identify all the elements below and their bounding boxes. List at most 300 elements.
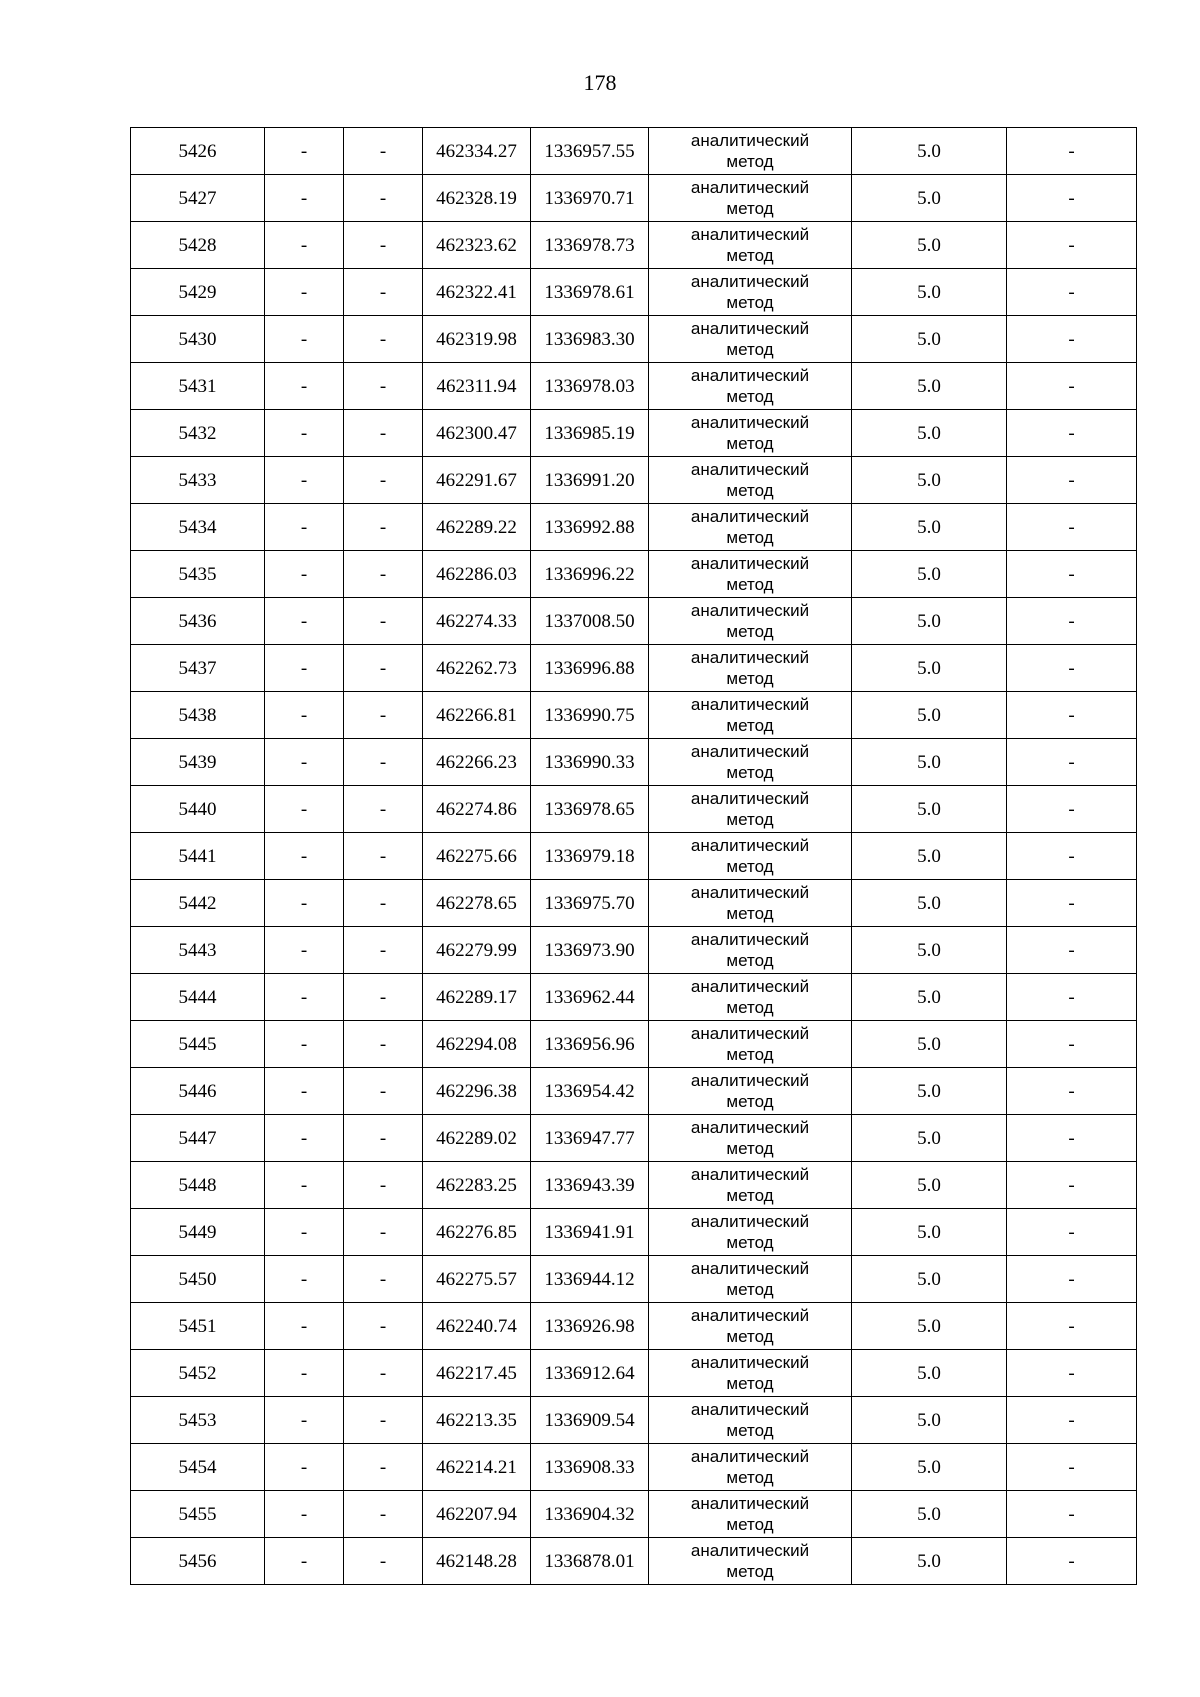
method-line-2: метод	[726, 293, 774, 312]
x-coordinate-cell: 462240.74	[423, 1303, 531, 1350]
x-coordinate-cell: 462323.62	[423, 222, 531, 269]
y-coordinate-cell: 1336973.90	[531, 927, 649, 974]
note-cell: -	[1007, 1303, 1137, 1350]
table-row	[131, 739, 1137, 786]
dash-cell: -	[344, 175, 423, 222]
x-coordinate-cell: 462296.38	[423, 1068, 531, 1115]
dash-cell: -	[265, 410, 344, 457]
method-cell	[649, 1538, 852, 1585]
dash-cell: -	[344, 1209, 423, 1256]
note-cell: -	[1007, 457, 1137, 504]
accuracy-cell: 5.0	[852, 786, 1007, 833]
method-cell	[649, 1350, 852, 1397]
point-number-cell: 5443	[131, 927, 265, 974]
method-cell	[649, 410, 852, 457]
method-line-1: аналитический	[690, 1071, 810, 1090]
dash-cell: -	[265, 739, 344, 786]
method-line-1: аналитический	[690, 601, 810, 620]
y-coordinate-cell: 1336978.61	[531, 269, 649, 316]
table-row	[131, 786, 1137, 833]
dash-cell: -	[265, 504, 344, 551]
method-line-2: метод	[726, 1280, 774, 1299]
accuracy-cell: 5.0	[852, 1115, 1007, 1162]
table-row	[131, 1350, 1137, 1397]
method-line-1: аналитический	[690, 1118, 810, 1137]
point-number-cell: 5455	[131, 1491, 265, 1538]
method-line-1: аналитический	[690, 1400, 810, 1419]
method-line-1: аналитический	[690, 1306, 810, 1325]
dash-cell: -	[344, 927, 423, 974]
point-number-cell: 5430	[131, 316, 265, 363]
method-cell	[649, 645, 852, 692]
method-cell	[649, 363, 852, 410]
dash-cell: -	[344, 1538, 423, 1585]
accuracy-cell: 5.0	[852, 974, 1007, 1021]
accuracy-cell: 5.0	[852, 175, 1007, 222]
point-number-cell: 5440	[131, 786, 265, 833]
table-row	[131, 1303, 1137, 1350]
note-cell: -	[1007, 1350, 1137, 1397]
method-line-2: метод	[726, 669, 774, 688]
method-line-2: метод	[726, 1092, 774, 1111]
dash-cell: -	[344, 457, 423, 504]
dash-cell: -	[265, 222, 344, 269]
dash-cell: -	[265, 927, 344, 974]
accuracy-cell: 5.0	[852, 1162, 1007, 1209]
point-number-cell: 5450	[131, 1256, 265, 1303]
method-line-2: метод	[726, 199, 774, 218]
x-coordinate-cell: 462289.02	[423, 1115, 531, 1162]
note-cell: -	[1007, 128, 1137, 175]
x-coordinate-cell: 462289.17	[423, 974, 531, 1021]
method-line-1: аналитический	[690, 319, 810, 338]
point-number-cell: 5448	[131, 1162, 265, 1209]
dash-cell: -	[265, 598, 344, 645]
y-coordinate-cell: 1337008.50	[531, 598, 649, 645]
y-coordinate-cell: 1336912.64	[531, 1350, 649, 1397]
method-line-1: аналитический	[690, 977, 810, 996]
method-line-2: метод	[726, 904, 774, 923]
accuracy-cell: 5.0	[852, 1021, 1007, 1068]
method-cell	[649, 128, 852, 175]
note-cell: -	[1007, 880, 1137, 927]
method-line-1: аналитический	[690, 742, 810, 761]
dash-cell: -	[344, 833, 423, 880]
x-coordinate-cell: 462275.57	[423, 1256, 531, 1303]
method-line-1: аналитический	[690, 178, 810, 197]
method-cell	[649, 1021, 852, 1068]
dash-cell: -	[265, 1444, 344, 1491]
method-line-1: аналитический	[690, 1447, 810, 1466]
method-line-1: аналитический	[690, 1024, 810, 1043]
method-cell	[649, 1209, 852, 1256]
method-line-1: аналитический	[690, 883, 810, 902]
page-number: 178	[583, 70, 617, 95]
method-line-2: метод	[726, 575, 774, 594]
note-cell: -	[1007, 504, 1137, 551]
method-cell	[649, 175, 852, 222]
table-row	[131, 551, 1137, 598]
dash-cell: -	[344, 974, 423, 1021]
x-coordinate-cell: 462274.33	[423, 598, 531, 645]
note-cell: -	[1007, 1115, 1137, 1162]
x-coordinate-cell: 462328.19	[423, 175, 531, 222]
dash-cell: -	[344, 1350, 423, 1397]
method-line-1: аналитический	[690, 930, 810, 949]
note-cell: -	[1007, 739, 1137, 786]
dash-cell: -	[265, 880, 344, 927]
note-cell: -	[1007, 1491, 1137, 1538]
dash-cell: -	[265, 974, 344, 1021]
method-line-1: аналитический	[690, 648, 810, 667]
y-coordinate-cell: 1336990.33	[531, 739, 649, 786]
method-line-1: аналитический	[690, 554, 810, 573]
table-row	[131, 1444, 1137, 1491]
dash-cell: -	[344, 128, 423, 175]
y-coordinate-cell: 1336978.65	[531, 786, 649, 833]
dash-cell: -	[344, 1021, 423, 1068]
dash-cell: -	[344, 880, 423, 927]
method-line-2: метод	[726, 1562, 774, 1581]
method-line-1: аналитический	[690, 1212, 810, 1231]
accuracy-cell: 5.0	[852, 880, 1007, 927]
accuracy-cell: 5.0	[852, 927, 1007, 974]
x-coordinate-cell: 462334.27	[423, 128, 531, 175]
method-line-1: аналитический	[690, 1259, 810, 1278]
y-coordinate-cell: 1336978.73	[531, 222, 649, 269]
accuracy-cell: 5.0	[852, 222, 1007, 269]
accuracy-cell: 5.0	[852, 645, 1007, 692]
method-line-2: метод	[726, 481, 774, 500]
method-cell	[649, 1444, 852, 1491]
note-cell: -	[1007, 1444, 1137, 1491]
note-cell: -	[1007, 1256, 1137, 1303]
method-line-2: метод	[726, 1186, 774, 1205]
accuracy-cell: 5.0	[852, 1068, 1007, 1115]
table-row	[131, 316, 1137, 363]
accuracy-cell: 5.0	[852, 1350, 1007, 1397]
note-cell: -	[1007, 363, 1137, 410]
method-cell	[649, 1115, 852, 1162]
note-cell: -	[1007, 1068, 1137, 1115]
method-cell	[649, 269, 852, 316]
point-number-cell: 5426	[131, 128, 265, 175]
accuracy-cell: 5.0	[852, 316, 1007, 363]
dash-cell: -	[265, 1256, 344, 1303]
note-cell: -	[1007, 927, 1137, 974]
method-cell	[649, 504, 852, 551]
accuracy-cell: 5.0	[852, 128, 1007, 175]
dash-cell: -	[344, 598, 423, 645]
dash-cell: -	[265, 316, 344, 363]
dash-cell: -	[265, 363, 344, 410]
dash-cell: -	[344, 1491, 423, 1538]
accuracy-cell: 5.0	[852, 1538, 1007, 1585]
dash-cell: -	[344, 1444, 423, 1491]
table-row	[131, 1209, 1137, 1256]
point-number-cell: 5434	[131, 504, 265, 551]
accuracy-cell: 5.0	[852, 1209, 1007, 1256]
note-cell: -	[1007, 692, 1137, 739]
point-number-cell: 5444	[131, 974, 265, 1021]
dash-cell: -	[344, 1397, 423, 1444]
method-line-1: аналитический	[690, 131, 810, 150]
method-line-2: метод	[726, 340, 774, 359]
dash-cell: -	[344, 269, 423, 316]
point-number-cell: 5439	[131, 739, 265, 786]
method-line-2: метод	[726, 1421, 774, 1440]
y-coordinate-cell: 1336996.22	[531, 551, 649, 598]
x-coordinate-cell: 462278.65	[423, 880, 531, 927]
accuracy-cell: 5.0	[852, 692, 1007, 739]
table-row	[131, 927, 1137, 974]
dash-cell: -	[344, 739, 423, 786]
dash-cell: -	[344, 1303, 423, 1350]
method-line-1: аналитический	[690, 836, 810, 855]
point-number-cell: 5433	[131, 457, 265, 504]
y-coordinate-cell: 1336957.55	[531, 128, 649, 175]
accuracy-cell: 5.0	[852, 1303, 1007, 1350]
y-coordinate-cell: 1336904.32	[531, 1491, 649, 1538]
x-coordinate-cell: 462213.35	[423, 1397, 531, 1444]
x-coordinate-cell: 462262.73	[423, 645, 531, 692]
y-coordinate-cell: 1336908.33	[531, 1444, 649, 1491]
x-coordinate-cell: 462275.66	[423, 833, 531, 880]
method-cell	[649, 598, 852, 645]
x-coordinate-cell: 462274.86	[423, 786, 531, 833]
dash-cell: -	[344, 363, 423, 410]
note-cell: -	[1007, 1209, 1137, 1256]
table-row	[131, 222, 1137, 269]
method-line-1: аналитический	[690, 460, 810, 479]
dash-cell: -	[344, 1162, 423, 1209]
dash-cell: -	[265, 551, 344, 598]
x-coordinate-cell: 462214.21	[423, 1444, 531, 1491]
method-line-2: метод	[726, 998, 774, 1017]
method-line-2: метод	[726, 763, 774, 782]
note-cell: -	[1007, 316, 1137, 363]
point-number-cell: 5452	[131, 1350, 265, 1397]
point-number-cell: 5456	[131, 1538, 265, 1585]
method-cell	[649, 457, 852, 504]
method-cell	[649, 974, 852, 1021]
method-line-2: метод	[726, 716, 774, 735]
table-row	[131, 692, 1137, 739]
y-coordinate-cell: 1336878.01	[531, 1538, 649, 1585]
dash-cell: -	[344, 1068, 423, 1115]
point-number-cell: 5447	[131, 1115, 265, 1162]
dash-cell: -	[344, 551, 423, 598]
dash-cell: -	[265, 833, 344, 880]
y-coordinate-cell: 1336996.88	[531, 645, 649, 692]
accuracy-cell: 5.0	[852, 1444, 1007, 1491]
method-cell	[649, 1397, 852, 1444]
dash-cell: -	[265, 1115, 344, 1162]
point-number-cell: 5438	[131, 692, 265, 739]
y-coordinate-cell: 1336962.44	[531, 974, 649, 1021]
table-row	[131, 410, 1137, 457]
table-row	[131, 175, 1137, 222]
dash-cell: -	[344, 316, 423, 363]
method-line-1: аналитический	[690, 272, 810, 291]
dash-cell: -	[265, 1397, 344, 1444]
dash-cell: -	[265, 1491, 344, 1538]
point-number-cell: 5437	[131, 645, 265, 692]
dash-cell: -	[344, 786, 423, 833]
note-cell: -	[1007, 833, 1137, 880]
table-row	[131, 1068, 1137, 1115]
note-cell: -	[1007, 1397, 1137, 1444]
method-cell	[649, 927, 852, 974]
dash-cell: -	[265, 1538, 344, 1585]
table-row	[131, 128, 1137, 175]
method-line-1: аналитический	[690, 507, 810, 526]
dash-cell: -	[344, 692, 423, 739]
dash-cell: -	[265, 1021, 344, 1068]
method-line-2: метод	[726, 1468, 774, 1487]
note-cell: -	[1007, 222, 1137, 269]
y-coordinate-cell: 1336992.88	[531, 504, 649, 551]
note-cell: -	[1007, 598, 1137, 645]
table-row	[131, 598, 1137, 645]
y-coordinate-cell: 1336943.39	[531, 1162, 649, 1209]
dash-cell: -	[265, 175, 344, 222]
dash-cell: -	[265, 692, 344, 739]
point-number-cell: 5453	[131, 1397, 265, 1444]
dash-cell: -	[265, 128, 344, 175]
y-coordinate-cell: 1336990.75	[531, 692, 649, 739]
dash-cell: -	[265, 786, 344, 833]
note-cell: -	[1007, 1162, 1137, 1209]
method-line-2: метод	[726, 1233, 774, 1252]
accuracy-cell: 5.0	[852, 833, 1007, 880]
method-line-1: аналитический	[690, 1353, 810, 1372]
y-coordinate-cell: 1336941.91	[531, 1209, 649, 1256]
dash-cell: -	[265, 1350, 344, 1397]
x-coordinate-cell: 462294.08	[423, 1021, 531, 1068]
method-line-2: метод	[726, 810, 774, 829]
y-coordinate-cell: 1336985.19	[531, 410, 649, 457]
dash-cell: -	[265, 1162, 344, 1209]
accuracy-cell: 5.0	[852, 504, 1007, 551]
x-coordinate-cell: 462289.22	[423, 504, 531, 551]
y-coordinate-cell: 1336983.30	[531, 316, 649, 363]
dash-cell: -	[344, 222, 423, 269]
table-row	[131, 1162, 1137, 1209]
table-row	[131, 833, 1137, 880]
y-coordinate-cell: 1336954.42	[531, 1068, 649, 1115]
table-row	[131, 1491, 1137, 1538]
coordinates-table	[130, 127, 1137, 1585]
note-cell: -	[1007, 175, 1137, 222]
x-coordinate-cell: 462217.45	[423, 1350, 531, 1397]
dash-cell: -	[344, 1256, 423, 1303]
point-number-cell: 5431	[131, 363, 265, 410]
method-line-1: аналитический	[690, 413, 810, 432]
method-line-2: метод	[726, 622, 774, 641]
method-line-2: метод	[726, 152, 774, 171]
accuracy-cell: 5.0	[852, 551, 1007, 598]
x-coordinate-cell: 462283.25	[423, 1162, 531, 1209]
method-line-2: метод	[726, 387, 774, 406]
accuracy-cell: 5.0	[852, 1397, 1007, 1444]
accuracy-cell: 5.0	[852, 457, 1007, 504]
method-line-1: аналитический	[690, 1541, 810, 1560]
method-cell	[649, 1162, 852, 1209]
accuracy-cell: 5.0	[852, 269, 1007, 316]
dash-cell: -	[344, 645, 423, 692]
method-line-2: метод	[726, 1045, 774, 1064]
point-number-cell: 5432	[131, 410, 265, 457]
method-line-2: метод	[726, 434, 774, 453]
accuracy-cell: 5.0	[852, 1491, 1007, 1538]
method-cell	[649, 1256, 852, 1303]
x-coordinate-cell: 462266.81	[423, 692, 531, 739]
note-cell: -	[1007, 645, 1137, 692]
dash-cell: -	[344, 410, 423, 457]
method-line-1: аналитический	[690, 1165, 810, 1184]
y-coordinate-cell: 1336979.18	[531, 833, 649, 880]
note-cell: -	[1007, 269, 1137, 316]
method-line-2: метод	[726, 857, 774, 876]
method-line-2: метод	[726, 1327, 774, 1346]
accuracy-cell: 5.0	[852, 363, 1007, 410]
y-coordinate-cell: 1336975.70	[531, 880, 649, 927]
method-cell	[649, 692, 852, 739]
method-line-2: метод	[726, 1515, 774, 1534]
point-number-cell: 5451	[131, 1303, 265, 1350]
x-coordinate-cell: 462276.85	[423, 1209, 531, 1256]
method-line-2: метод	[726, 1139, 774, 1158]
method-cell	[649, 551, 852, 598]
point-number-cell: 5445	[131, 1021, 265, 1068]
note-cell: -	[1007, 1538, 1137, 1585]
table-row	[131, 1115, 1137, 1162]
y-coordinate-cell: 1336991.20	[531, 457, 649, 504]
point-number-cell: 5436	[131, 598, 265, 645]
point-number-cell: 5454	[131, 1444, 265, 1491]
dash-cell: -	[265, 645, 344, 692]
table-row	[131, 880, 1137, 927]
dash-cell: -	[265, 1068, 344, 1115]
point-number-cell: 5449	[131, 1209, 265, 1256]
method-cell	[649, 739, 852, 786]
y-coordinate-cell: 1336947.77	[531, 1115, 649, 1162]
y-coordinate-cell: 1336909.54	[531, 1397, 649, 1444]
x-coordinate-cell: 462207.94	[423, 1491, 531, 1538]
point-number-cell: 5429	[131, 269, 265, 316]
x-coordinate-cell: 462266.23	[423, 739, 531, 786]
y-coordinate-cell: 1336926.98	[531, 1303, 649, 1350]
method-cell	[649, 316, 852, 363]
point-number-cell: 5435	[131, 551, 265, 598]
method-cell	[649, 1491, 852, 1538]
table-row	[131, 363, 1137, 410]
method-cell	[649, 880, 852, 927]
dash-cell: -	[265, 457, 344, 504]
dash-cell: -	[265, 1209, 344, 1256]
x-coordinate-cell: 462319.98	[423, 316, 531, 363]
note-cell: -	[1007, 410, 1137, 457]
method-line-1: аналитический	[690, 695, 810, 714]
table-row	[131, 457, 1137, 504]
table-row	[131, 1397, 1137, 1444]
dash-cell: -	[344, 504, 423, 551]
note-cell: -	[1007, 1021, 1137, 1068]
x-coordinate-cell: 462291.67	[423, 457, 531, 504]
dash-cell: -	[344, 1115, 423, 1162]
table-row	[131, 974, 1137, 1021]
